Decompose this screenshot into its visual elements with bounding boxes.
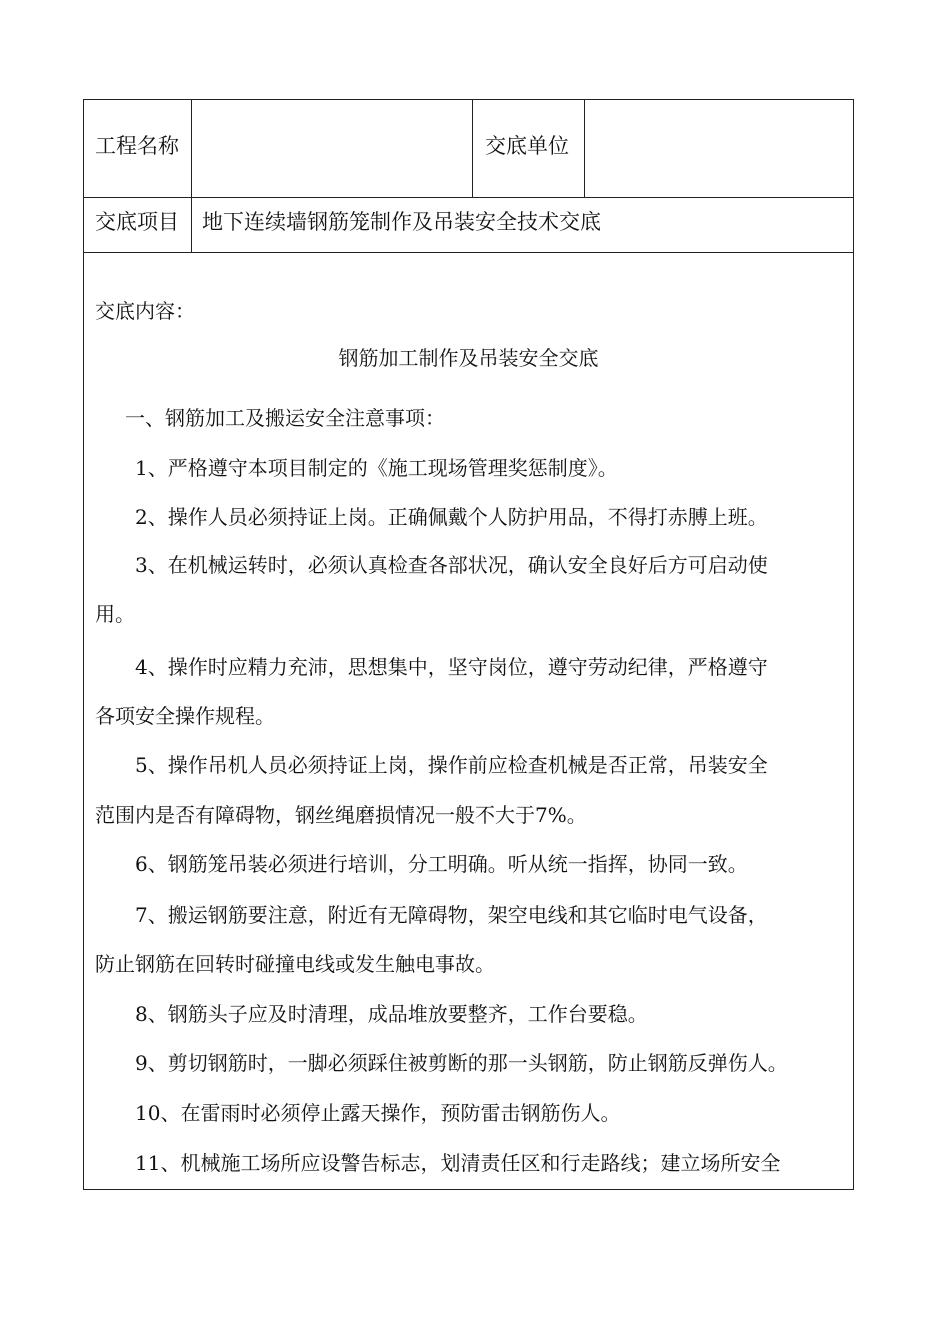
unit-label: 交底单位 [485, 134, 569, 158]
content-line: 11、机械施工场所应设警告标志，划清责任区和行走路线；建立场所安全 [135, 1151, 781, 1175]
content-line: 4、操作时应精力充沛，思想集中，坚守岗位，遵守劳动纪律，严格遵守 [135, 655, 768, 679]
content-line: 2、操作人员必须持证上岗。正确佩戴个人防护用品，不得打赤膊上班。 [135, 505, 768, 529]
content-line: 5、操作吊机人员必须持证上岗，操作前应检查机械是否正常，吊装安全 [135, 753, 768, 777]
section-heading: 一、钢筋加工及搬运安全注意事项： [125, 406, 445, 430]
divider [84, 197, 853, 198]
content-line: 10、在雷雨时必须停止露天操作，预防雷击钢筋伤人。 [135, 1101, 621, 1125]
content-line: 1、严格遵守本项目制定的《施工现场管理奖惩制度》。 [135, 456, 618, 480]
briefing-content [84, 253, 853, 1189]
divider [191, 197, 192, 252]
content-line: 范围内是否有障碍物，钢丝绳磨损情况一般不大于7%。 [95, 803, 587, 827]
item-label: 交底项目 [95, 210, 179, 234]
divider [472, 100, 473, 197]
divider [584, 100, 585, 197]
content-line: 6、钢筋笼吊装必须进行培训，分工明确。听从统一指挥，协同一致。 [135, 852, 748, 876]
project-name-label: 工程名称 [95, 134, 179, 158]
content-line: 各项安全操作规程。 [95, 704, 275, 728]
item-value: 地下连续墙钢筋笼制作及吊装安全技术交底 [202, 210, 601, 234]
safety-briefing-form [83, 99, 854, 1190]
content-line: 防止钢筋在回转时碰撞电线或发生触电事故。 [95, 952, 495, 976]
content-heading: 交底内容： [95, 299, 195, 323]
divider [191, 100, 192, 197]
content-line: 3、在机械运转时，必须认真检查各部状况，确认安全良好后方可启动使 [135, 553, 768, 577]
content-line: 7、搬运钢筋要注意，附近有无障碍物，架空电线和其它临时电气设备， [135, 903, 768, 927]
content-line: 8、钢筋头子应及时清理，成品堆放要整齐，工作台要稳。 [135, 1002, 648, 1026]
content-line: 9、剪切钢筋时，一脚必须踩住被剪断的那一头钢筋，防止钢筋反弹伤人。 [135, 1051, 788, 1075]
content-line: 用。 [95, 602, 135, 626]
content-title: 钢筋加工制作及吊装安全交底 [338, 346, 599, 370]
